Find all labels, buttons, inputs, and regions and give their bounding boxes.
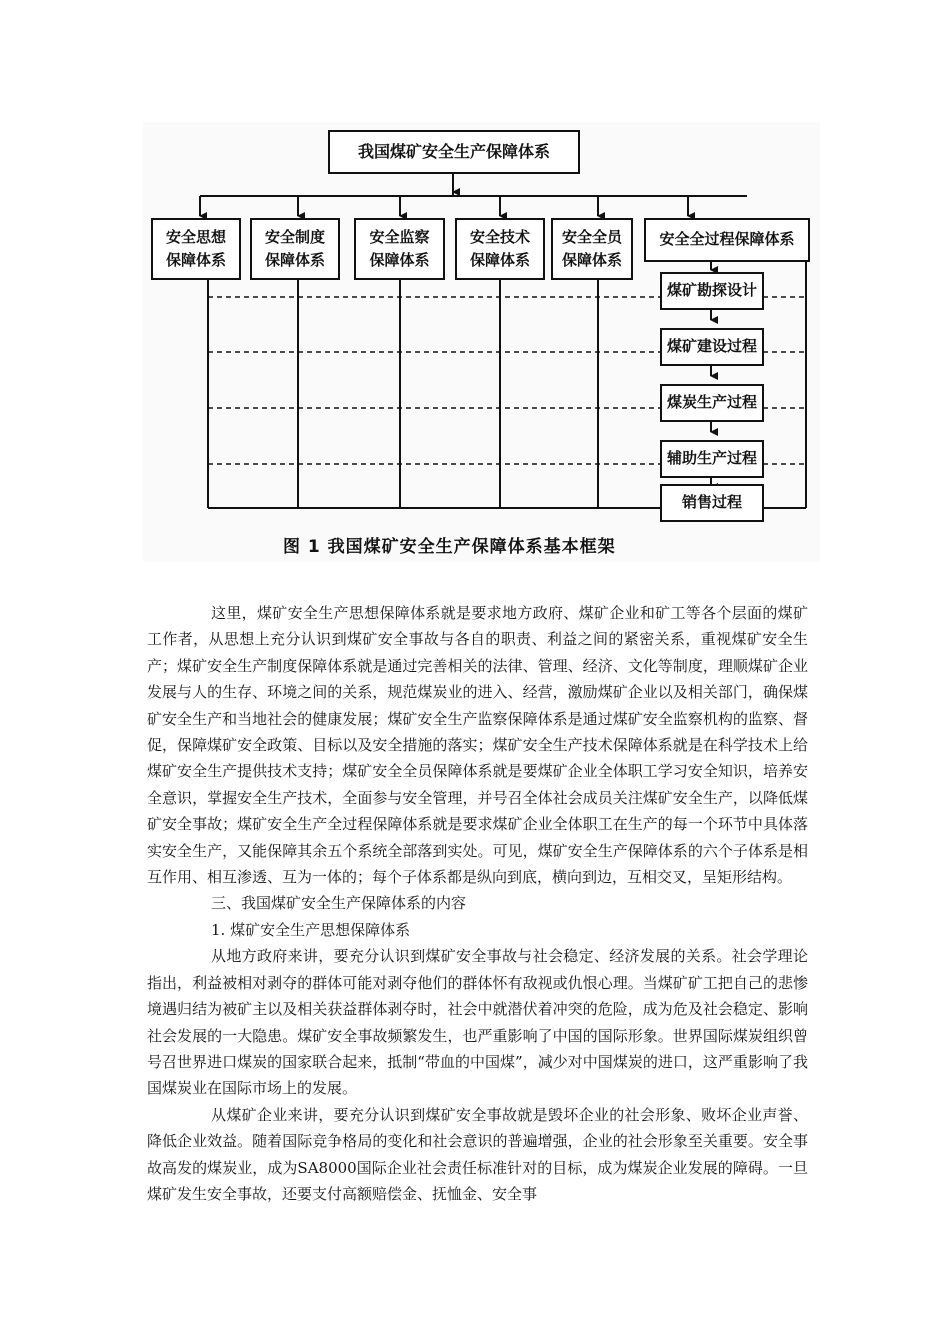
figure-caption: 图 1 我国煤矿安全生产保障体系基本框架 bbox=[283, 537, 616, 557]
process-step-exploration: 煤矿勘探设计 bbox=[660, 272, 764, 310]
subsystem-thought-box: 安全思想 保障体系 bbox=[151, 218, 241, 280]
framework-figure bbox=[143, 122, 820, 562]
paragraph-coal-enterprise: 从煤矿企业来讲，要充分认识到煤矿安全事故就是毁坏企业的社会形象、败坏企业声誉、降低企业效益。随着国际竞争格局的变化和社会意识的普遍增强，企业的社会形象至关重要。安全事故高发的煤炭业，成为SA8000国际企业社会责任标准针对的目标，成为煤炭企业发展的障碍。一旦煤矿发生安全事故，还要支付高额赔偿金、抚恤金、安全事 bbox=[147, 1105, 808, 1203]
subsystem-supervision-box: 安全监察 保障体系 bbox=[354, 218, 445, 280]
framework-root-box: 我国煤矿安全生产保障体系 bbox=[328, 130, 580, 174]
subsystem-technology-box: 安全技术 保障体系 bbox=[455, 218, 545, 280]
subsystem-system-box: 安全制度 保障体系 bbox=[250, 218, 340, 280]
process-step-auxiliary: 辅助生产过程 bbox=[660, 440, 764, 478]
body-text bbox=[147, 600, 808, 1207]
process-step-construction: 煤矿建设过程 bbox=[660, 328, 764, 366]
section-heading: 三、我国煤矿安全生产保障体系的内容 bbox=[211, 894, 467, 913]
subsystem-staff-box: 安全全员 保障体系 bbox=[551, 218, 633, 280]
subsection-heading: 1. 煤矿安全生产思想保障体系 bbox=[211, 920, 411, 939]
process-step-production: 煤炭生产过程 bbox=[660, 384, 764, 422]
paragraph-local-government: 从地方政府来讲，要充分认识到煤矿安全事故与社会稳定、经济发展的关系。社会学理论指出，利益被相对剥夺的群体可能对剥夺他们的群体怀有敌视或仇恨心理。当煤矿矿工把自己的悲惨境遇归结为被矿主以及相关获益群体剥夺时，社会中就潜伏着冲突的危险，成为危及社会稳定、影响社会发展的一大隐患。煤矿安全事故频繁发生，也严重影响了中国的国际形象。世界国际煤炭组织曾号召世界进口煤炭的国家联合起来，抵制“带血的中国煤”，减少对中国煤炭的进口，这严重影响了我国煤炭业在国际市场上的发展。 bbox=[147, 947, 808, 1098]
process-step-sales: 销售过程 bbox=[660, 484, 764, 522]
paragraph-framework-explanation: 这里，煤矿安全生产思想保障体系就是要求地方政府、煤矿企业和矿工等各个层面的煤矿工作者，从思想上充分认识到煤矿安全事故与各自的职责、利益之间的紧密关系，重视煤矿安全生产；煤矿安全生产制度保障体系就是通过完善相关的法律、管理、经济、文化等制度，理顺煤矿企业发展与人的生存、环境之间的关系，规范煤炭业的进入、经营，激励煤矿企业以及相关部门，确保煤矿安全生产和当地社会的健康发展；煤矿安全生产监察保障体系是通过煤矿安全监察机构的监察、督促，保障煤矿安全政策、目标以及安全措施的落实；煤矿安全生产技术保障体系就是在科学技术上给煤矿安全生产提供技术支持；煤矿安全全员保障体系就是要煤矿企业全体职工学习安全知识，培养安全意识，掌握安全生产技术，全面参与安全管理，并号召全体社会成员关注煤矿安全生产，以降低煤矿安全事故；煤矿安全生产全过程保障体系就是要求煤矿企业全体职工在生产的每一个环节中具体落实安全生产，又能保障其余五个系统全部落到实处。可见，煤矿安全生产保障体系的六个子体系是相互作用、相互渗透、互为一体的；每个子体系都是纵向到底，横向到边，互相交叉，呈矩形结构。 bbox=[147, 604, 808, 887]
subsystem-process-box: 安全全过程保障体系 bbox=[644, 218, 810, 262]
